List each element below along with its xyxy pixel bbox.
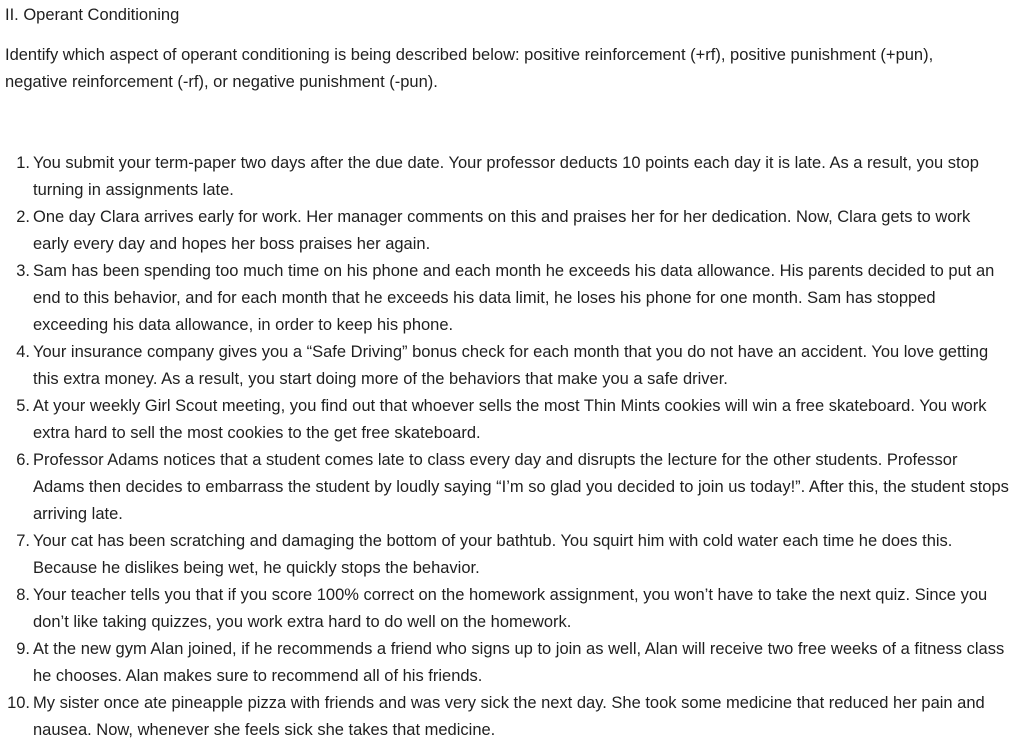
question-item-1 xyxy=(0,150,1010,204)
question-item-8 xyxy=(0,582,1010,636)
question-text: Sam has been spending too much time on his phone and each month he exceeds his data allowance. His parents decided to put an end to this behavior, and for each month that he exceeds his data limit, he loses his phone for one month. Sam has stopped exceeding his data allowance, in order to keep his phone. xyxy=(33,262,995,334)
question-number: 2. xyxy=(16,208,30,226)
question-text: Your cat has been scratching and damaging the bottom of your bathtub. You squirt him with cold water each time he does this. Because he dislikes being wet, he quickly stops the behavior. xyxy=(33,532,953,577)
question-text: One day Clara arrives early for work. Her manager comments on this and praises her for her dedication. Now, Clara gets to work early every day and hopes her boss praises her again. xyxy=(33,208,971,253)
question-item-9 xyxy=(0,636,1010,690)
question-number: 1. xyxy=(16,154,30,172)
question-number: 10. xyxy=(7,694,30,712)
question-text: At your weekly Girl Scout meeting, you find out that whoever sells the most Thin Mints cookies will win a free skateboard. You work extra hard to sell the most cookies to the get free skateboard. xyxy=(33,397,987,442)
question-number: 9. xyxy=(16,640,30,658)
question-item-6 xyxy=(0,447,1010,528)
section-title: II. Operant Conditioning xyxy=(5,6,180,24)
question-number: 3. xyxy=(16,262,30,280)
question-text: My sister once ate pineapple pizza with friends and was very sick the next day. She took some medicine that reduced her pain and nausea. Now, whenever she feels sick she takes that medicine. xyxy=(33,694,985,739)
question-number: 4. xyxy=(16,343,30,361)
question-item-7 xyxy=(0,528,1010,582)
question-item-2 xyxy=(0,204,1010,258)
question-text: Professor Adams notices that a student comes late to class every day and disrupts the lecture for the other students. Professor Adams then decides to embarrass the student by loudly saying “I’m so glad you decided to join us today!”. After this, the student stops arriving late. xyxy=(33,451,1009,523)
question-text: Your insurance company gives you a “Safe Driving” bonus check for each month that you do not have an accident. You love getting this extra money. As a result, you start doing more of the behaviors that make you a safe driver. xyxy=(33,343,989,388)
question-number: 6. xyxy=(16,451,30,469)
question-item-5 xyxy=(0,393,1010,447)
instructions-text: Identify which aspect of operant conditioning is being described below: positive reinforcement (+rf), positive punishment (+pun), negative reinforcement (-rf), or negative punishment (-pun). xyxy=(5,46,934,91)
question-item-4 xyxy=(0,339,1010,393)
question-text: Your teacher tells you that if you score 100% correct on the homework assignment, you won’t have to take the next quiz. Since you don’t like taking quizzes, you work extra hard to do well on the homework. xyxy=(33,586,988,631)
question-list xyxy=(0,150,1010,744)
question-item-10 xyxy=(0,690,1010,744)
question-text: At the new gym Alan joined, if he recommends a friend who signs up to join as well, Alan will receive two free weeks of a fitness class he chooses. Alan makes sure to recommend all of his friends. xyxy=(33,640,1005,685)
question-text: You submit your term-paper two days after the due date. Your professor deducts 10 points each day it is late. As a result, you stop turning in assignments late. xyxy=(33,154,979,199)
question-number: 7. xyxy=(16,532,30,550)
question-number: 5. xyxy=(16,397,30,415)
question-item-3 xyxy=(0,258,1010,339)
question-number: 8. xyxy=(16,586,30,604)
